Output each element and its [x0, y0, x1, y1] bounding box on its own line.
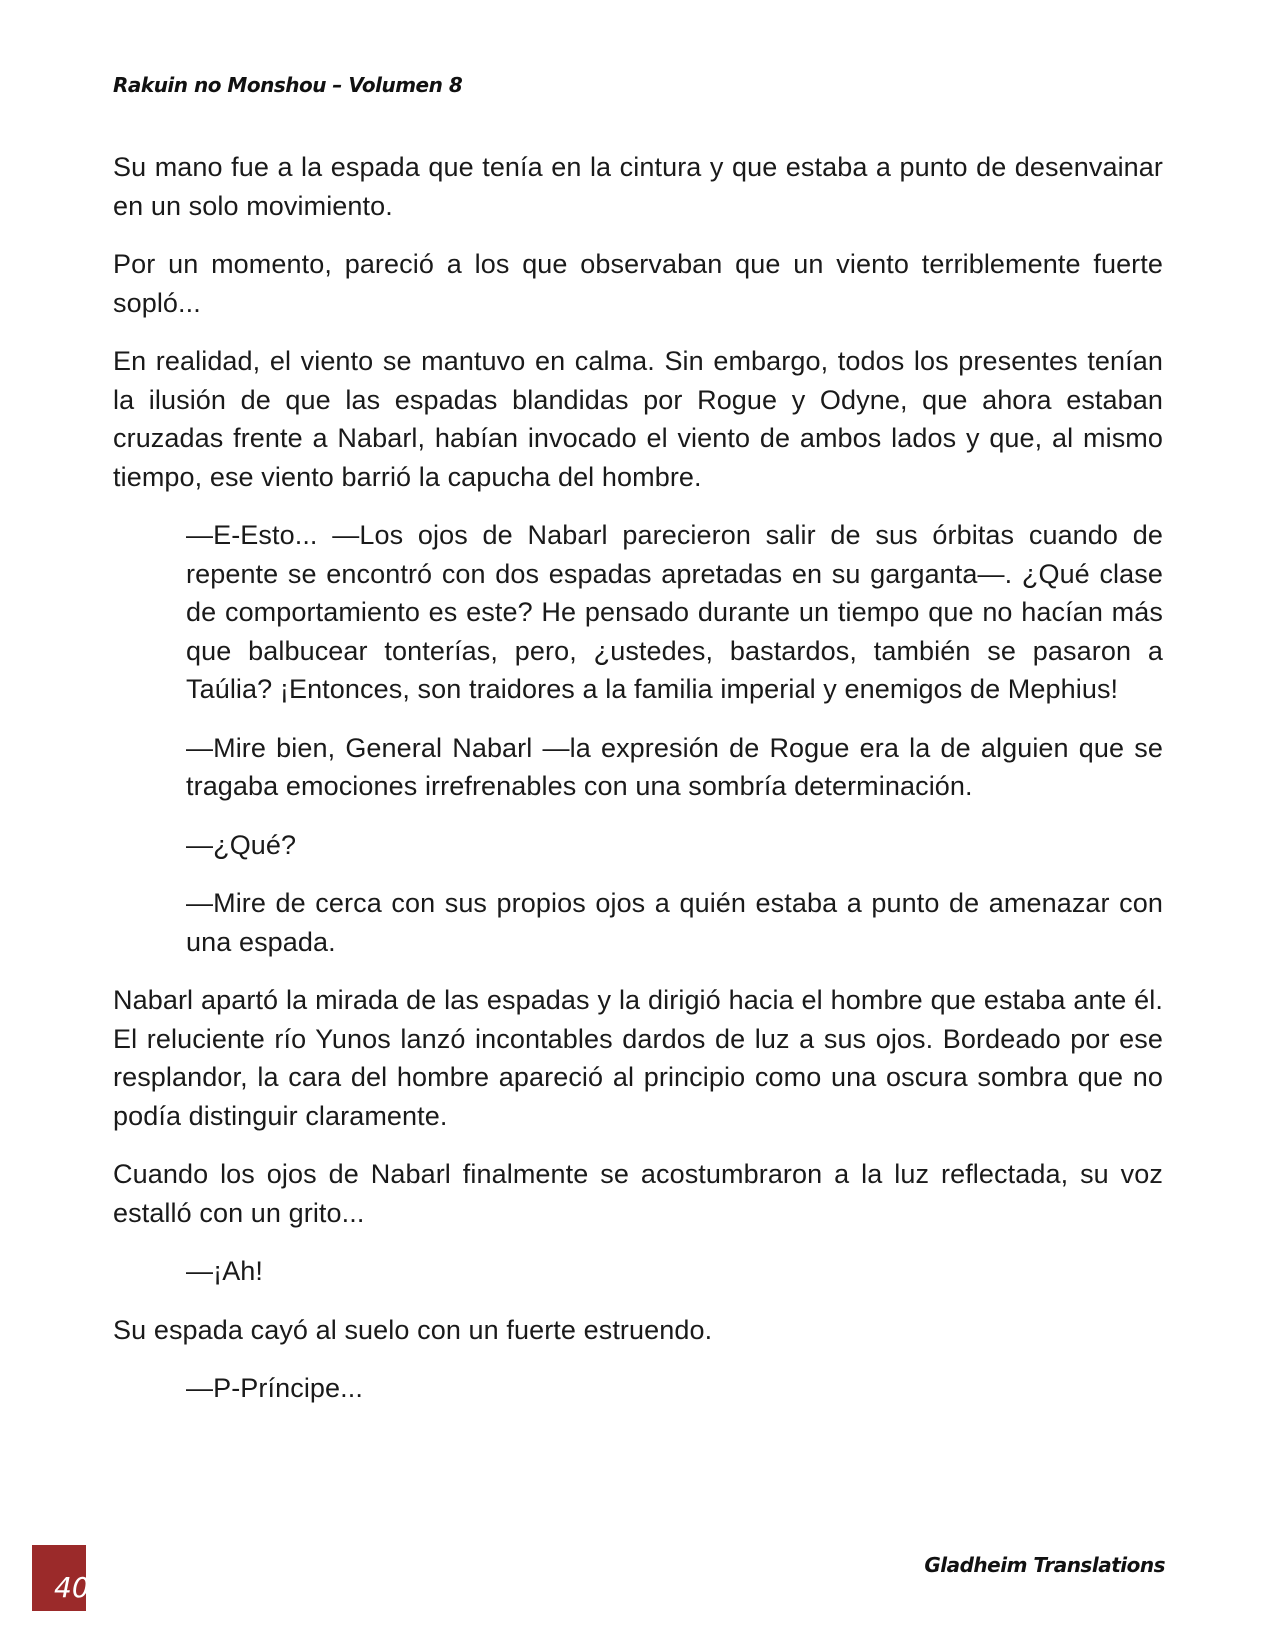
body-text: [113, 148, 1163, 1428]
dialogue-paragraph: —¡Ah!: [186, 1256, 264, 1286]
dialogue-paragraph: —Mire de cerca con sus propios ojos a quién estaba a punto de amenazar con una espada.: [186, 888, 1163, 957]
paragraph: Cuando los ojos de Nabarl finalmente se acostumbraron a la luz reflectada, su voz estalló con un grito...: [113, 1159, 1163, 1228]
paragraph: Nabarl apartó la mirada de las espadas y la dirigió hacia el hombre que estaba ante él. El reluciente río Yunos lanzó incontables dardos de luz a sus ojos. Bordeado por ese resplandor, la cara del hombre apareció al principio como una oscura sombra que no podía distinguir claramente.: [113, 985, 1163, 1131]
footer-credit: Gladheim Translations: [924, 1553, 1165, 1577]
paragraph: Su mano fue a la espada que tenía en la cintura y que estaba a punto de desenvainar en un solo movimiento.: [113, 152, 1163, 221]
dialogue-paragraph: —Mire bien, General Nabarl —la expresión de Rogue era la de alguien que se tragaba emociones irrefrenables con una sombría determinación.: [186, 732, 1163, 801]
dialogue-paragraph: —P-Príncipe...: [186, 1373, 363, 1403]
page-number: 40: [54, 1571, 90, 1604]
running-header-title: Rakuin no Monshou – Volumen 8: [113, 73, 463, 97]
paragraph: En realidad, el viento se mantuvo en calma. Sin embargo, todos los presentes tenían la ilusión de que las espadas blandidas por Rogue y Odyne, que ahora estaban cruzadas frente a Nabarl, habían invocado el viento de ambos lados y que, al mismo tiempo, ese viento barrió la capucha del hombre.: [113, 346, 1163, 492]
paragraph: Su espada cayó al suelo con un fuerte estruendo.: [113, 1314, 713, 1345]
page-number-underline: [32, 1608, 86, 1611]
dialogue-paragraph: —E-Esto... —Los ojos de Nabarl parecieron salir de sus órbitas cuando de repente se encontró con dos espadas apretadas en su garganta—. ¿Qué clase de comportamiento es este? He pensado durante un tiempo que no hacían más que balbucear tonterías, pero, ¿ustedes, bastardos, también se pasaron a Taúlia? ¡Entonces, son traidores a la familia imperial y enemigos de Mephius!: [186, 520, 1163, 704]
paragraph: Por un momento, pareció a los que observaban que un viento terriblemente fuerte sopló...: [113, 249, 1163, 318]
dialogue-paragraph: —¿Qué?: [186, 829, 297, 860]
